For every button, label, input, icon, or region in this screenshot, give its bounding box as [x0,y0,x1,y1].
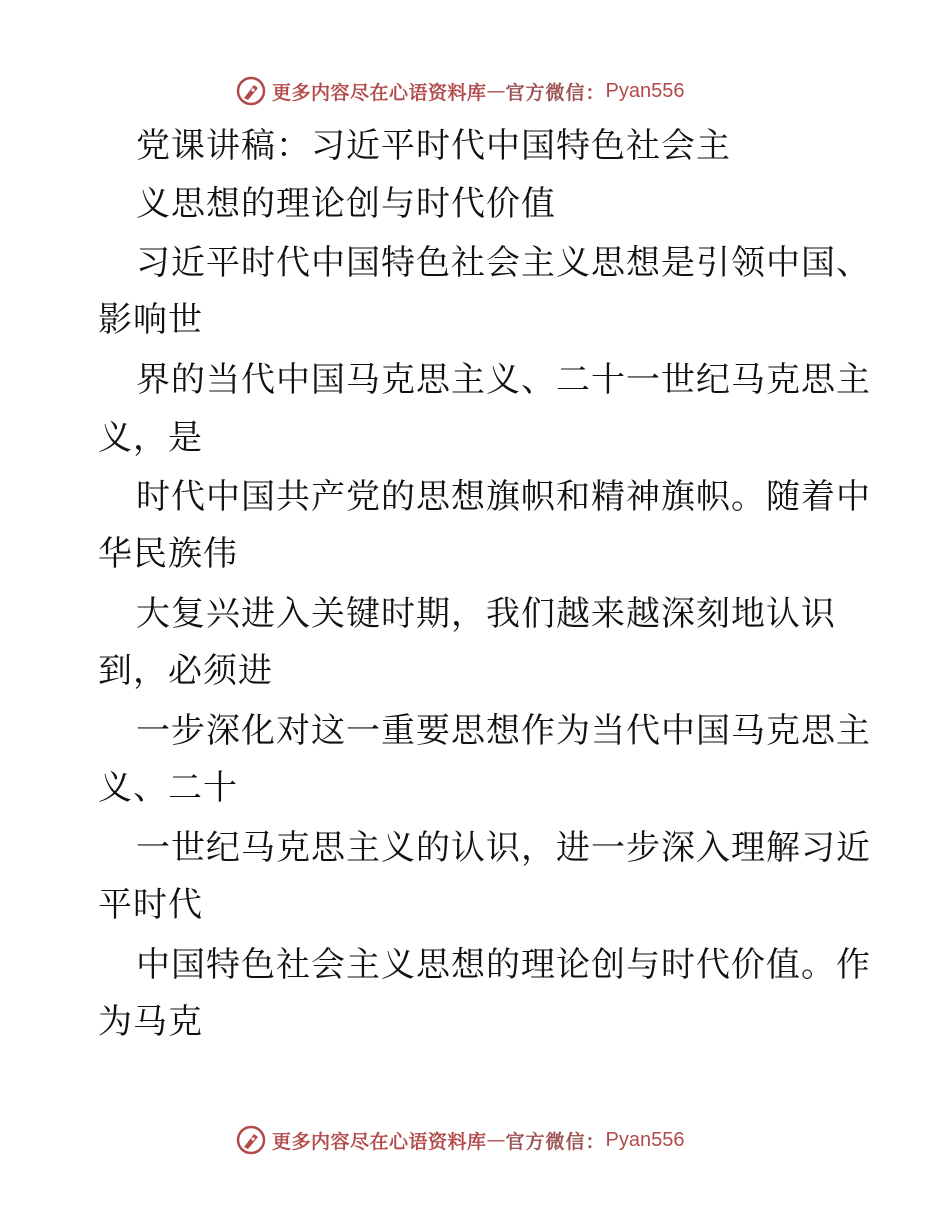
paragraph-line: 平时代 [98,885,203,925]
paragraph-line: 中国特色社会主义思想的理论创与时代价值。作 [136,945,871,985]
watermark-dash: — [486,80,506,102]
paragraph-line: 一步深化对这一重要思想作为当代中国马克思主 [136,711,871,751]
paragraph-line: 华民族伟 [98,534,238,574]
paragraph-line: 界的当代中国马克思主义、二十一世纪马克思主 [136,360,871,400]
watermark-site-text: 更多内容尽在心语资料库 [272,81,487,104]
paragraph-line: 影响世 [98,300,203,340]
paragraph-line: 一世纪马克思主义的认识，进一步深入理解习近 [136,828,871,868]
watermark-site-text: 更多内容尽在心语资料库 [272,1130,487,1153]
paragraph-line: 到，必须进 [98,651,273,691]
paragraph-line: 为马克 [98,1002,203,1042]
paragraph-line: 时代中国共产党的思想旗帜和精神旗帜。随着中 [136,477,871,517]
watermark-account: Pyan556 [605,79,685,102]
paragraph-line: 习近平时代中国特色社会主义思想是引领中国、 [136,243,871,283]
document-title-line: 党课讲稿：习近平时代中国特色社会主 [136,126,731,166]
header-watermark [236,74,685,108]
paragraph-line: 大复兴进入关键时期，我们越来越深刻地认识 [136,594,836,634]
pen-nib-logo-icon [236,76,266,106]
watermark-label: 官方微信： [505,1130,606,1153]
document-title-line: 义思想的理论创与时代价值 [136,184,556,224]
watermark-dash: — [486,1129,506,1151]
paragraph-line: 义、二十 [98,768,238,808]
paragraph-line: 义，是 [98,418,203,458]
pen-nib-logo-icon [236,1125,266,1155]
footer-watermark [236,1123,685,1157]
watermark-account: Pyan556 [605,1128,685,1151]
watermark-label: 官方微信： [505,81,606,104]
